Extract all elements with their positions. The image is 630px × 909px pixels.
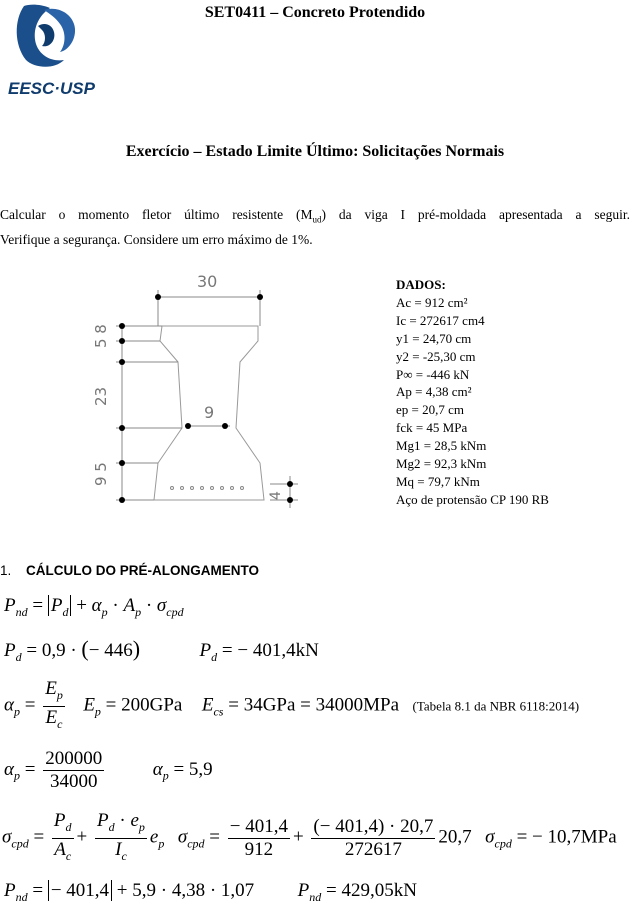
equation-pd: $P_d = 0,9$ · (− 446) $P_d$ = − 401,4kN: [4, 636, 319, 664]
svg-text:4: 4: [268, 491, 284, 500]
dado-item: y1 = 24,70 cm: [396, 330, 472, 346]
dado-item: y2 = -25,30 cm: [396, 348, 476, 364]
table-reference: (Tabela 8.1 da NBR 6118:2014): [412, 698, 580, 714]
given-data-list: [396, 276, 549, 509]
dado-item: Ap = 4,38 cm²: [396, 384, 472, 400]
dado-item: Ac = 912 cm²: [396, 294, 468, 310]
dado-item: Mg2 = 92,3 kNm: [396, 456, 487, 472]
dado-item: P∞ = -446 kN: [396, 366, 470, 382]
i-beam-section-drawing: [90, 268, 310, 508]
dado-item: Aço de protensão CP 190 RB: [396, 491, 549, 507]
dado-item: fck = 45 MPa: [396, 420, 468, 436]
dados-heading: DADOS:: [396, 277, 446, 292]
intro-line-2: Verifique a segurança. Considere um erro máximo de 1%.: [0, 231, 313, 247]
course-header: SET0411 – Concreto Protendido: [204, 4, 426, 21]
exercise-title: Exercício – Estado Limite Último: Solicitações Normais: [125, 143, 505, 160]
problem-statement: Calcular o momento fletor último resistente $(M_{ud})$ da viga I pré-moldada apresentada a seguir. Verifique a segurança. Considere um erro máximo de 1%.: [0, 207, 630, 247]
dado-item: ep = 20,7 cm: [396, 402, 464, 418]
equation-alpha-def: $\alpha_p$ = $\frac{E_p}{E_c}$ $E_p = 200GPa$ $E_{cs} = 34GPa = 34000MPa$ (Tabela 8.1 da NBR 6118:2014): [4, 678, 580, 731]
equation-pnd-value: $P_{nd}$ = − 401,4 + 5,9 · 4,38 · 1,07 $P_{nd} = 429,05kN$: [4, 880, 417, 904]
equation-pnd-definition: $P_{nd} = P_d + \alpha_p \cdot A_p \cdot \sigma_{cpd}$: [4, 595, 184, 619]
dado-item: Mq = 79,7 kNm: [396, 473, 480, 489]
svg-text:23: 23: [92, 386, 110, 406]
svg-text:9: 9: [204, 403, 215, 422]
svg-text:5 8: 5 8: [92, 324, 110, 348]
svg-text:9 5: 9 5: [92, 462, 110, 486]
svg-text:EESC·USP: EESC·USP: [8, 79, 95, 98]
dim-top-label: 30: [197, 272, 218, 291]
equation-sigma-cpd: $\sigma_{cpd}$ = $\frac{P_d}{A_c}$ + $\frac{P_d \cdot e_p}{I_c}$ $e_p$ $\sigma_{cpd}$ = $\frac{- 401,4}{912}$ + $\frac{(- 401,4) \cdot 20,7}{272617}$ 20,7 $\sigma_{cpd}$ = − 10,7MPa: [2, 810, 617, 863]
dado-item: Ic = 272617 cm4: [396, 312, 485, 328]
dado-item: Mg1 = 28,5 kNm: [396, 438, 487, 454]
section-heading: 1. CÁLCULO DO PRÉ-ALONGAMENTO: [0, 563, 259, 578]
equation-alpha-value: $\alpha_p$ = $\frac{200000}{34000}$ $\alpha_p = 5,9$: [4, 748, 213, 792]
